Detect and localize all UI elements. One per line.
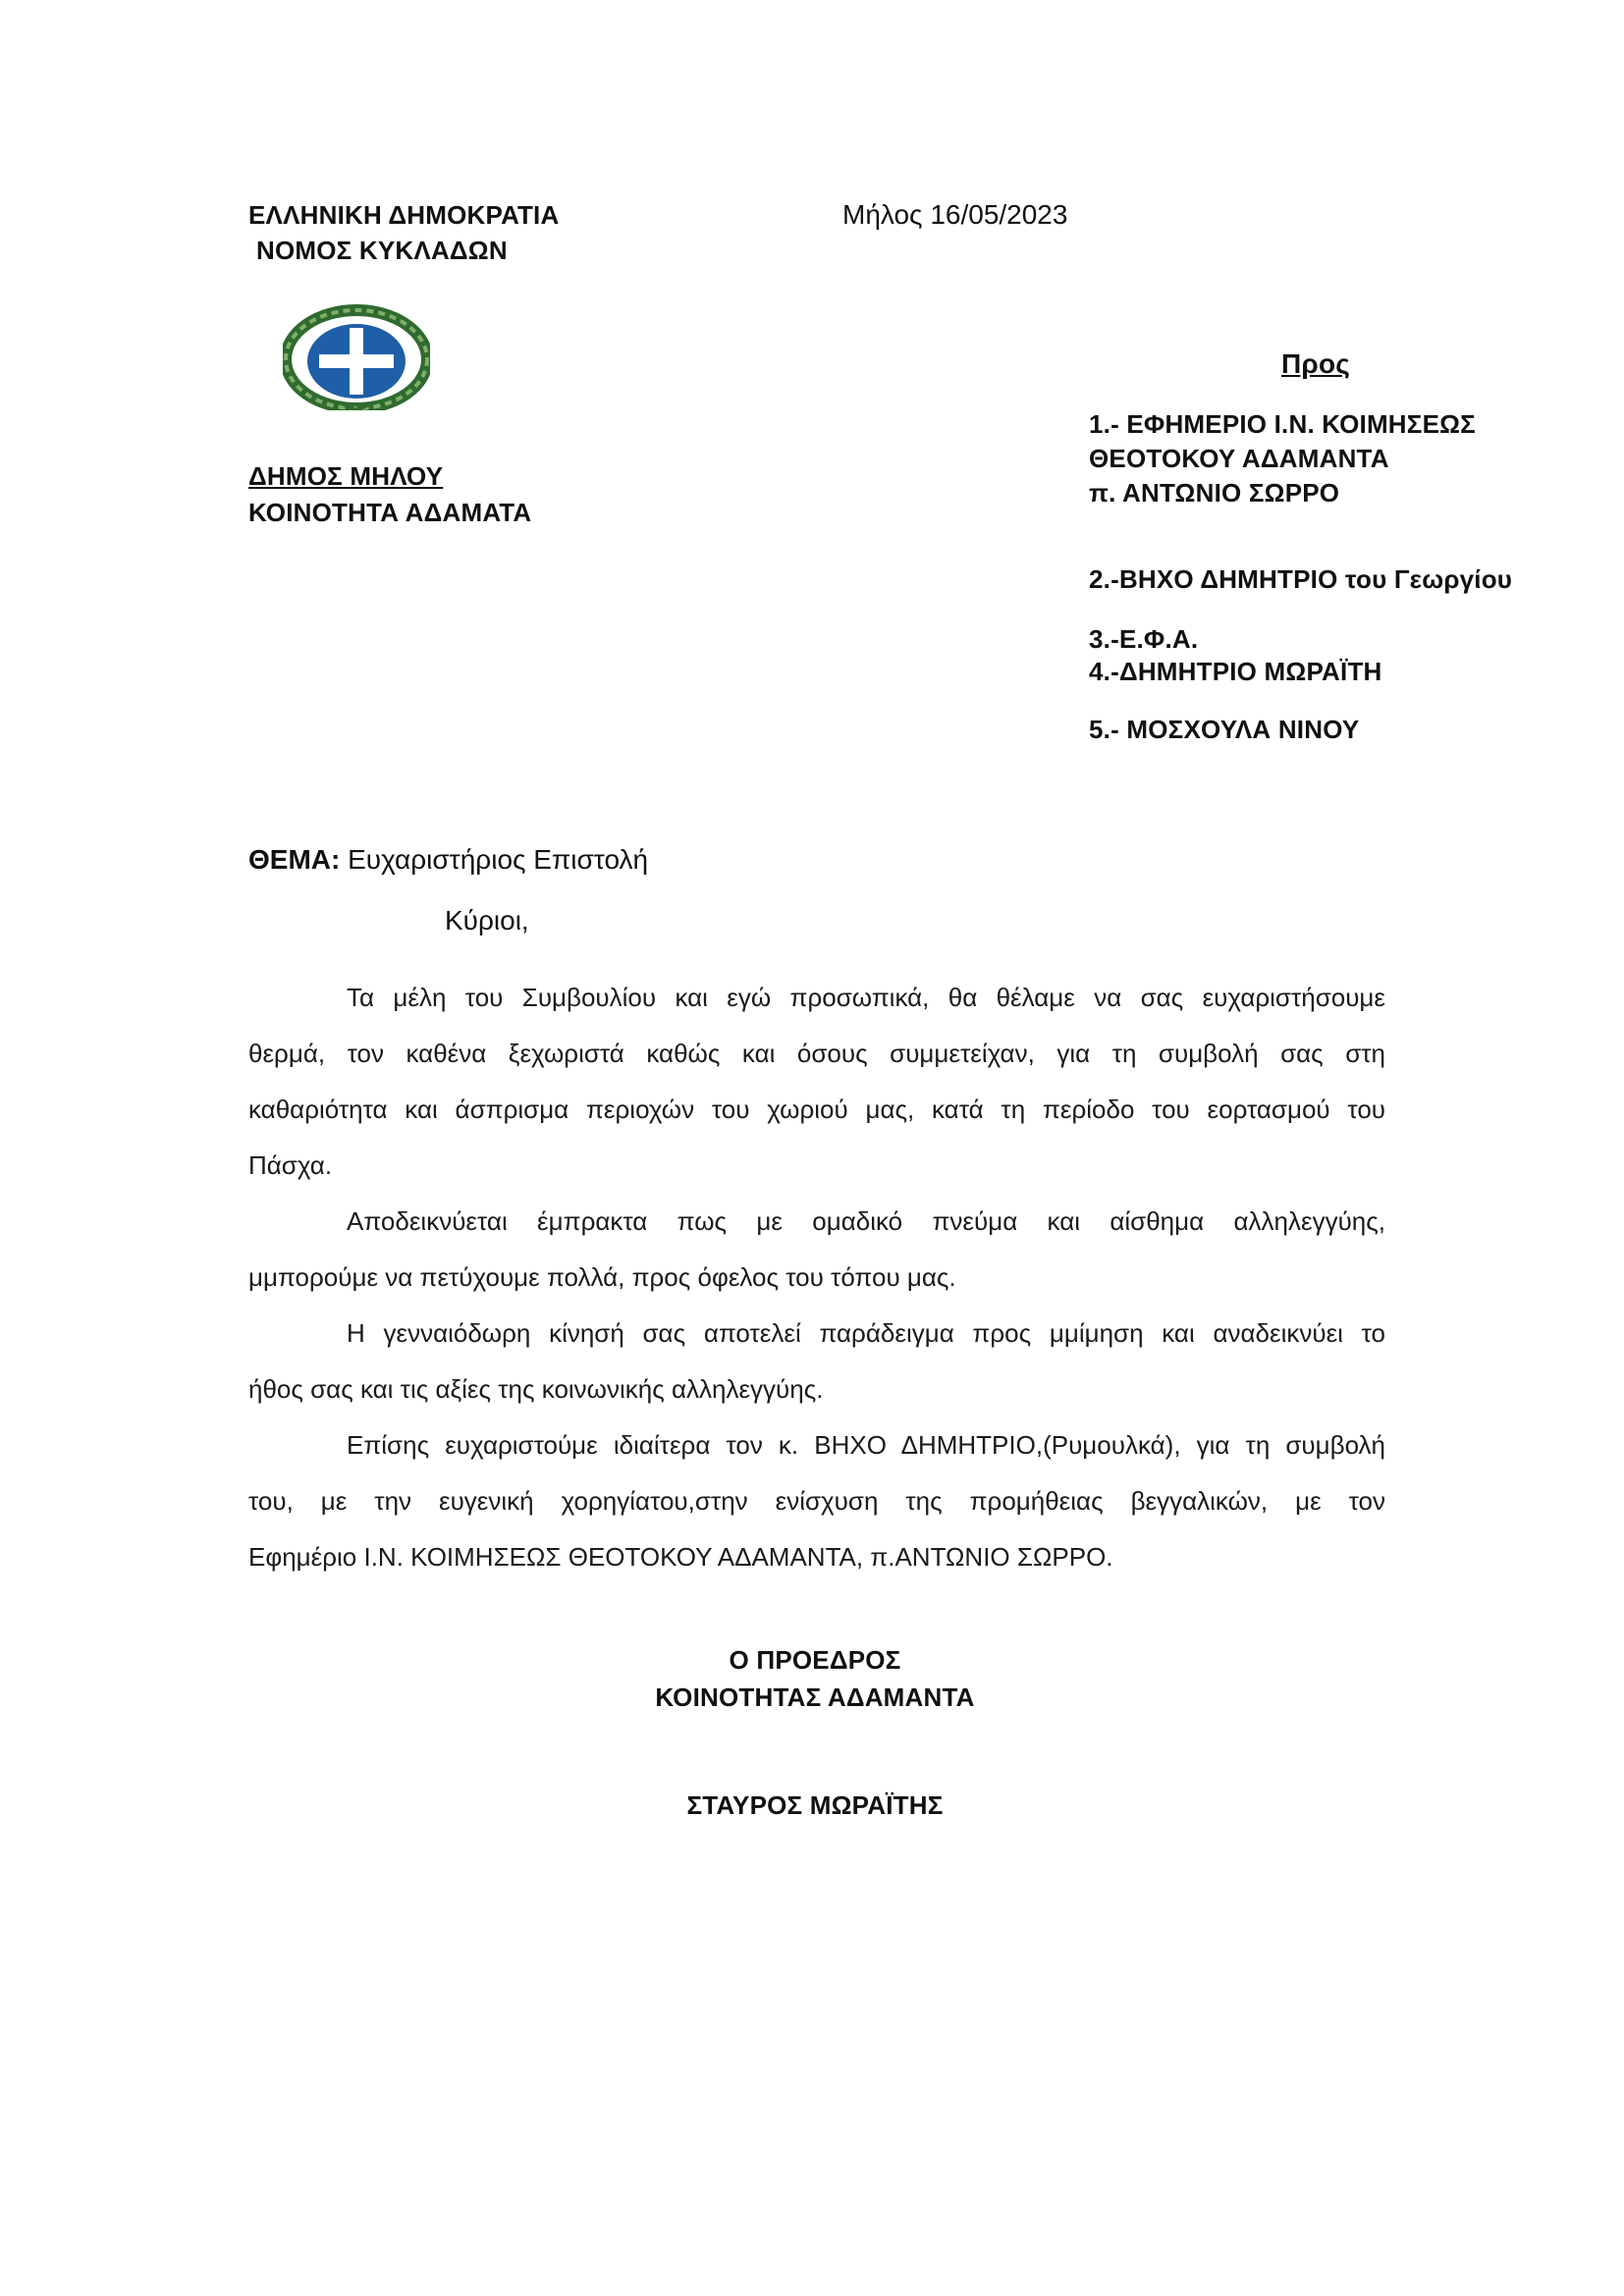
salutation: Κύριοι,: [445, 905, 529, 935]
recipient-1-line-3: π. ΑΝΤΩΝΙΟ ΣΩΡΡΟ: [1089, 478, 1340, 507]
paragraph-1-line-4: Πάσχα.: [248, 1150, 333, 1180]
paragraph-3-line-2: ήθος σας και τις αξίες της κοινωνικής αλληλεγγύης.: [248, 1374, 824, 1404]
paragraph-1-line-1: Τα μέλη του Συμβουλίου και εγώ προσωπικά, θα θέλαμε να σας ευχαριστήσουμε: [347, 983, 1385, 1012]
recipient-3: 3.-Ε.Φ.Α.: [1089, 624, 1199, 654]
subject-label: ΘΕΜΑ:: [248, 844, 341, 875]
paragraph-1: [248, 970, 1385, 1194]
greek-coat-of-arms-icon: [283, 304, 430, 410]
subject-line: [248, 844, 648, 876]
paragraph-2-line-2: μμπορούμε να πετύχουμε πολλά, προς όφελος του τόπου μας.: [248, 1262, 956, 1292]
recipient-1: [1089, 407, 1476, 510]
paragraph-4-line-3: Εφημέριο Ι.Ν. ΚΟΙΜΗΣΕΩΣ ΘΕΟΤΟΚΟΥ ΑΔΑΜΑΝΤΑ, π.ΑΝΤΩΝΙΟ ΣΩΡΡΟ.: [248, 1542, 1113, 1572]
municipality-heading: ΔΗΜΟΣ ΜΗΛΟΥ: [248, 461, 444, 491]
republic-heading: ΕΛΛΗΝΙΚΗ ΔΗΜΟΚΡΑΤΙΑ: [248, 200, 560, 230]
paragraph-4-line-1: Επίσης ευχαριστούμε ιδιαίτερα τον κ. ΒΗΧΟ ΔΗΜΗΤΡΙΟ,(Ρυμουλκά), για τη συμβολή: [347, 1430, 1385, 1460]
paragraph-4-line-2: του, με την ευγενική χορηγίατου,στην ενίσχυση της προμήθειας βεγγαλικών, με τον: [248, 1486, 1385, 1516]
recipient-1-line-1: 1.- ΕΦΗΜΕΡΙΟ Ι.Ν. ΚΟΙΜΗΣΕΩΣ: [1089, 409, 1476, 439]
place-date: Μήλος 16/05/2023: [842, 199, 1068, 230]
recipient-2: 2.-ΒΗΧΟ ΔΗΜΗΤΡΙΟ του Γεωργίου: [1089, 564, 1513, 594]
paragraph-3: [248, 1306, 1385, 1417]
signatory-name: ΣΤΑΥΡΟΣ ΜΩΡΑΪΤΗΣ: [686, 1790, 944, 1820]
recipients-label: Προς: [1281, 348, 1351, 379]
paragraph-2-line-1: Αποδεικνύεται έμπρακτα πως με ομαδικό πνεύμα και αίσθημα αλληλεγγύης,: [347, 1206, 1385, 1236]
paragraph-1-line-2: θερμά, τον καθένα ξεχωριστά καθώς και όσους συμμετείχαν, για τη συμβολή σας στη: [248, 1039, 1385, 1068]
paragraph-2: [248, 1194, 1385, 1306]
signature-title: Ο ΠΡΟΕΔΡΟΣ: [729, 1645, 901, 1675]
signature-community: ΚΟΙΝΟΤΗΤΑΣ ΑΔΑΜΑΝΤΑ: [655, 1682, 975, 1712]
subject-text: Ευχαριστήριος Επιστολή: [348, 844, 649, 875]
paragraph-3-line-1: Η γενναιόδωρη κίνησή σας αποτελεί παράδειγμα προς μμίμηση και αναδεικνύει το: [347, 1318, 1385, 1348]
recipient-1-line-2: ΘΕΟΤΟΚΟΥ ΑΔΑΜΑΝΤΑ: [1089, 444, 1389, 473]
recipient-5: 5.- ΜΟΣΧΟΥΛΑ ΝΙΝΟΥ: [1089, 715, 1360, 744]
paragraph-1-line-3: καθαριότητα και άσπρισμα περιοχών του χωριού μας, κατά τη περίοδο του εορτασμού του: [248, 1095, 1385, 1124]
community-heading: ΚΟΙΝΟΤΗΤΑ ΑΔΑΜΑΤΑ: [248, 498, 532, 527]
prefecture-heading: ΝΟΜΟΣ ΚΥΚΛΑΔΩΝ: [256, 236, 508, 265]
letter-body: [248, 970, 1385, 1585]
signature-block: [619, 1641, 1011, 1716]
paragraph-4: [248, 1417, 1385, 1585]
recipient-4: 4.-ΔΗΜΗΤΡΙΟ ΜΩΡΑΪΤΗ: [1089, 657, 1382, 686]
